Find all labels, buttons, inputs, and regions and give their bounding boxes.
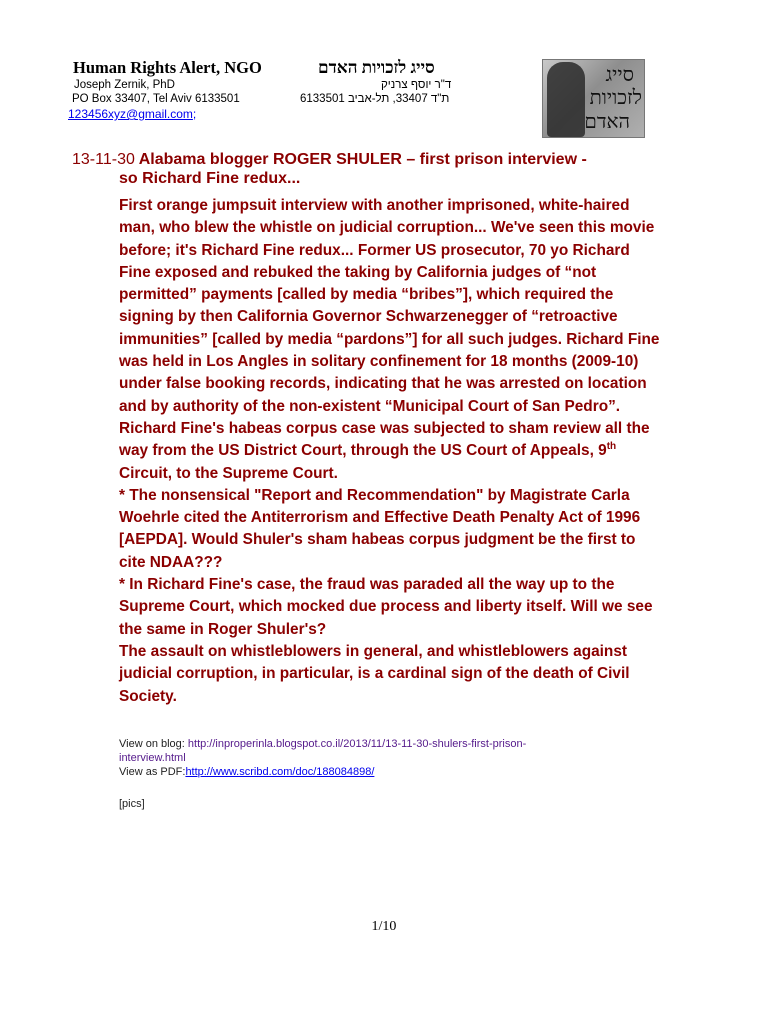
blog-link-line	[119, 737, 589, 765]
ordinal-superscript: th	[606, 441, 617, 453]
paragraph-2: * The nonsensical "Report and Recommendation" by Magistrate Carla Woehrle cited the Antiterrorism and Effective Death Penalty Act of 1996 [AEPDA]. Would Shuler's sham habeas corpus judgment be the first to cite NDAA???	[119, 486, 641, 571]
pdf-link-label: View as PDF:	[119, 766, 186, 778]
email-link[interactable]: 123456xyz@gmail.com	[68, 107, 193, 121]
email-line	[68, 107, 196, 121]
org-logo	[542, 59, 645, 138]
org-name-english: Human Rights Alert, NGO	[73, 58, 262, 77]
paragraph-1-part-2: Circuit, to the Supreme Court.	[119, 464, 338, 482]
links-section	[119, 737, 589, 779]
title-line-1: Alabama blogger ROGER SHULER – first prison interview -	[138, 151, 587, 168]
logo-text-line-3: האדם	[584, 111, 630, 133]
email-separator: ;	[192, 107, 197, 121]
pdf-link-line	[119, 765, 589, 779]
article-title	[72, 150, 672, 188]
logo-text-line-2: לזכויות	[589, 87, 642, 109]
blog-link[interactable]: http://inproperinla.blogspot.co.il/2013/11/13-11-30-shulers-first-prison-interview.html	[119, 738, 527, 764]
paragraph-1	[119, 195, 664, 485]
paragraph-1-part-1: First orange jumpsuit interview with another imprisoned, white-haired man, who blew the whistle on judicial corruption... We've seen this movie before; it's Richard Fine redux... Former US prosecutor, 70 yo Richard Fine exposed and rebuked the taking by California judges of “not permitted” payments [called by media “bribes”], which required the signing by then California Governor Schwarzenegger of “retroactive immunities” [called by media “pardons”] for all such judges. Richard Fine was held in Los Angles in solitary confinement for 18 months (2009-10) under false booking records, indicating that he was arrested on location and by authority of the non-existent “Municipal Court of San Pedro”. Richard Fine's habeas corpus case was subjected to sham review all the way from the US District Court, through the US Court of Appeals, 9	[119, 197, 660, 460]
author-name-hebrew: ד"ר יוסף צרניק	[381, 79, 452, 91]
author-name-english: Joseph Zernik, PhD	[74, 79, 175, 91]
paragraph-4: The assault on whistleblowers in general, and whistleblowers against judicial corruption, in particular, is a cardinal sign of the death of Civil Society.	[119, 642, 630, 705]
pics-placeholder: [pics]	[119, 798, 145, 810]
org-name-hebrew: סייג לזכויות האדם	[318, 58, 435, 77]
logo-text-line-1: סייג	[605, 64, 634, 86]
page-number: 1/10	[371, 919, 397, 934]
paragraph-3: * In Richard Fine's case, the fraud was paraded all the way up to the Supreme Court, which mocked due process and liberty itself. Will we see the same in Roger Shuler's?	[119, 576, 653, 638]
pdf-link[interactable]: http://www.scribd.com/doc/188084898/	[185, 766, 375, 778]
logo-figure-silhouette	[547, 62, 585, 137]
address-hebrew: ת"ד 33407, תל-אביב 6133501	[300, 93, 450, 105]
blog-link-label: View on blog:	[119, 738, 188, 750]
article-date: 13-11-30	[72, 151, 135, 168]
title-line-2: so Richard Fine redux...	[119, 170, 301, 187]
address-english: PO Box 33407, Tel Aviv 6133501	[72, 93, 240, 105]
article-body	[119, 195, 664, 708]
